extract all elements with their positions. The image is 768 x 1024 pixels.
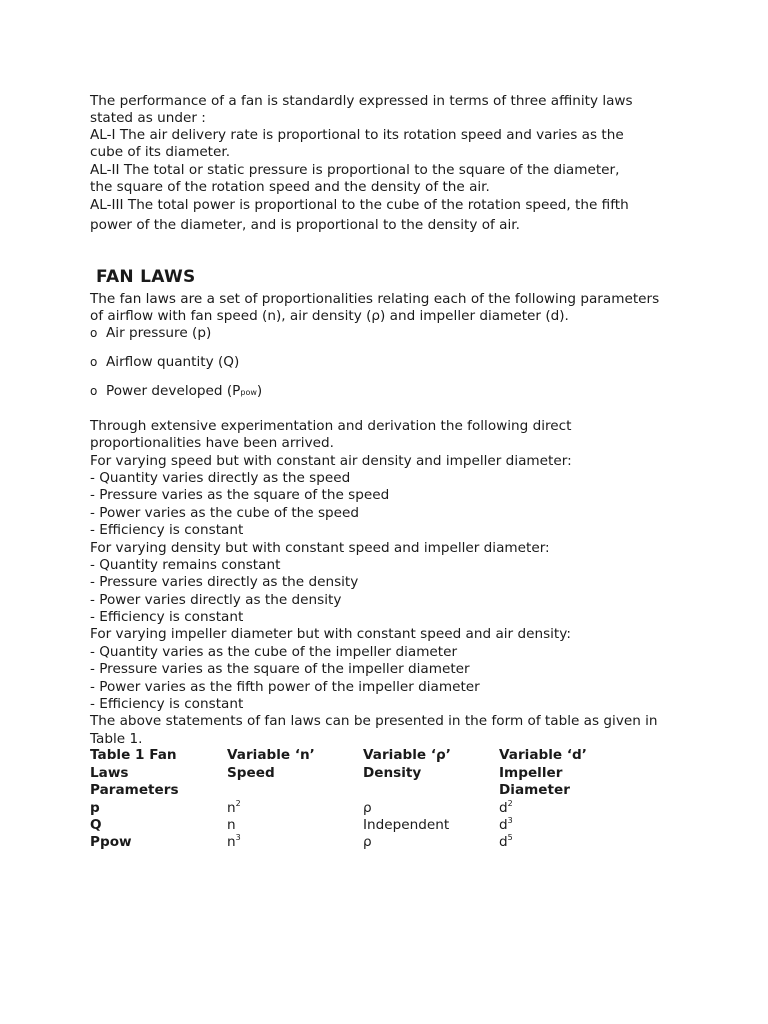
- cell-exponent: 2: [507, 799, 513, 808]
- list-item-text: Power developed (P: [106, 383, 241, 399]
- intro-line: The performance of a fan is standardly expressed in terms of three affinity laws: [90, 93, 633, 109]
- list-item: [90, 325, 211, 342]
- table-header-cell: [227, 747, 315, 782]
- table-row-param: Q: [90, 817, 102, 833]
- body-line: - Efficiency is constant: [90, 696, 244, 712]
- list-item: [90, 354, 239, 371]
- cell-base: Independent: [363, 817, 450, 833]
- cell-exponent: 5: [507, 833, 513, 842]
- intro-line: AL-I The air delivery rate is proportional to its rotation speed and varies as the: [90, 127, 624, 143]
- cell-exponent: 3: [235, 833, 241, 842]
- table-cell: [499, 817, 513, 835]
- cell-base: d: [499, 800, 508, 816]
- cell-base: d: [499, 834, 508, 850]
- cell-exponent: 3: [507, 816, 513, 825]
- intro-line: AL-III The total power is proportional to the cube of the rotation speed, the fifth: [90, 197, 629, 213]
- table-header-text: Table 1 Fan: [90, 747, 177, 763]
- table-header-text: Variable ‘ρ’: [363, 747, 451, 763]
- intro-line: the square of the rotation speed and the density of the air.: [90, 179, 490, 195]
- body-line: The above statements of fan laws can be presented in the form of table as given in: [90, 713, 658, 729]
- fan-laws-intro-line: of airflow with fan speed (n), air density (ρ) and impeller diameter (d).: [90, 308, 569, 324]
- body-line: - Efficiency is constant: [90, 522, 244, 538]
- list-item-text: Airflow quantity (Q): [106, 354, 240, 370]
- cell-base: d: [499, 817, 508, 833]
- body-line: - Quantity remains constant: [90, 557, 281, 573]
- bullet-icon: o: [90, 384, 98, 398]
- list-item-text: ): [256, 383, 263, 399]
- intro-line: AL-II The total or static pressure is proportional to the square of the diameter,: [90, 162, 620, 178]
- body-line: - Quantity varies directly as the speed: [90, 470, 351, 486]
- table-cell: [227, 834, 241, 852]
- table-header-text: Variable ‘d’: [499, 747, 587, 763]
- list-item-text: Air pressure (p): [106, 325, 212, 341]
- section-heading: FAN LAWS: [96, 267, 196, 287]
- table-header-cell: [90, 747, 179, 800]
- cell-base: ρ: [363, 800, 372, 816]
- body-line: - Quantity varies as the cube of the impeller diameter: [90, 644, 458, 660]
- body-line: - Efficiency is constant: [90, 609, 244, 625]
- table-row-param: Ppow: [90, 834, 132, 850]
- cell-base: n: [227, 834, 236, 850]
- body-line: - Power varies directly as the density: [90, 592, 342, 608]
- table-header-text: Parameters: [90, 782, 179, 798]
- body-line: Through extensive experimentation and derivation the following direct: [90, 418, 572, 434]
- body-line: - Power varies as the cube of the speed: [90, 505, 360, 521]
- table-cell: [227, 817, 236, 835]
- list-item: [90, 383, 262, 401]
- intro-line: stated as under :: [90, 110, 206, 126]
- fan-laws-intro-line: The fan laws are a set of proportionalities relating each of the following parameters: [90, 291, 660, 307]
- body-line: proportionalities have been arrived.: [90, 435, 334, 451]
- body-line: - Power varies as the fifth power of the impeller diameter: [90, 679, 480, 695]
- body-line: - Pressure varies as the square of the impeller diameter: [90, 661, 470, 677]
- cell-exponent: 2: [235, 799, 241, 808]
- table-cell: [499, 800, 513, 818]
- body-line: - Pressure varies as the square of the speed: [90, 487, 390, 503]
- body-line: For varying impeller diameter but with constant speed and air density:: [90, 626, 571, 642]
- table-header-cell: [363, 747, 451, 782]
- table-cell: [363, 834, 372, 852]
- intro-line: power of the diameter, and is proportional to the density of air.: [90, 217, 520, 233]
- table-header-text: Variable ‘n’: [227, 747, 315, 763]
- table-cell: [227, 800, 241, 818]
- bullet-icon: o: [90, 326, 98, 340]
- table-header-text: Speed: [227, 764, 275, 781]
- table-cell: [363, 817, 449, 835]
- cell-base: ρ: [363, 834, 372, 850]
- body-line: Table 1.: [90, 731, 143, 747]
- table-cell: [363, 800, 372, 818]
- table-cell: [499, 834, 513, 852]
- bullet-icon: o: [90, 355, 98, 369]
- intro-line: cube of its diameter.: [90, 144, 231, 160]
- table-header-text: Diameter: [499, 782, 570, 798]
- table-header-text: Density: [363, 764, 422, 781]
- table-header-text: Impeller: [499, 764, 563, 781]
- cell-base: n: [227, 800, 236, 816]
- body-line: For varying speed but with constant air density and impeller diameter:: [90, 453, 572, 469]
- body-line: For varying density but with constant speed and impeller diameter:: [90, 540, 550, 556]
- table-header-text: Laws: [90, 764, 129, 781]
- body-line: - Pressure varies directly as the density: [90, 574, 359, 590]
- table-header-cell: [499, 747, 587, 800]
- table-row-param: p: [90, 800, 100, 816]
- subscript: pow: [240, 388, 257, 397]
- cell-base: n: [227, 817, 236, 833]
